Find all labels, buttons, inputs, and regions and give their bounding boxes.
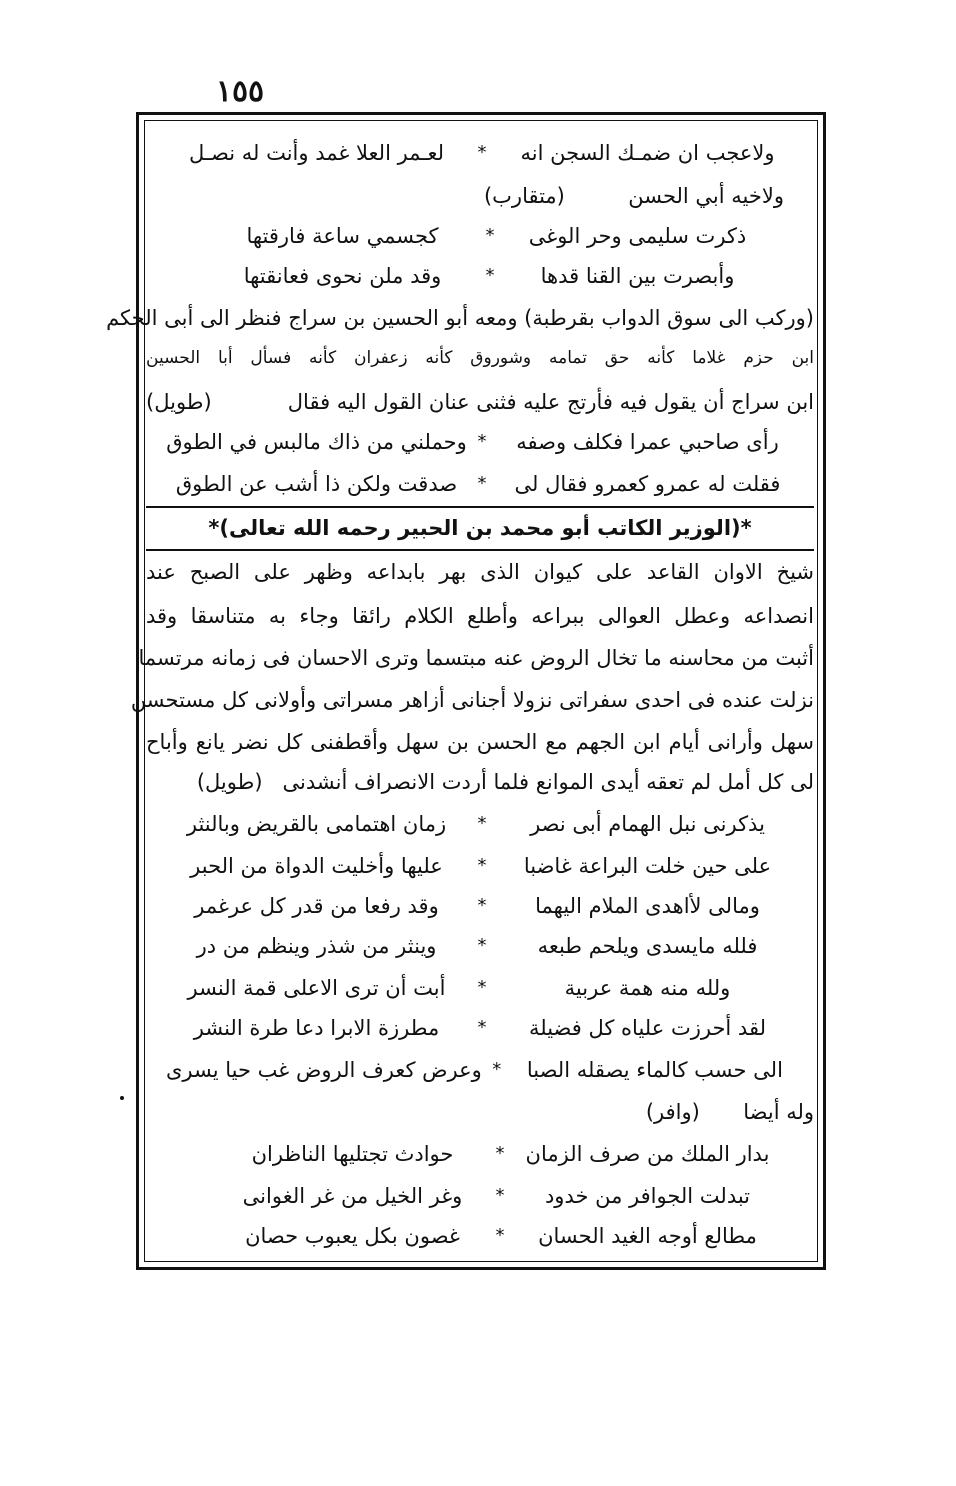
hemistich: عليها وأخليت الدواة من الحبر [190, 854, 443, 878]
meter-label: (متقارب) [483, 184, 565, 208]
hemistich: وغر الخيل من غر الغوانى [242, 1184, 463, 1208]
hemistich: بدار الملك من صرف الزمان [525, 1142, 770, 1166]
star-separator: * [485, 225, 495, 246]
hemistich: مطالع أوجه الغيد الحسان [538, 1224, 757, 1248]
hemistich: أبت أن ترى الاعلى قمة النسر [187, 976, 446, 1000]
star-separator: * [477, 142, 487, 163]
verse-line [166, 968, 798, 1008]
attribution-line [146, 176, 814, 216]
hemistich: مطرزة الابرا دعا طرة النشر [193, 1016, 440, 1040]
hemistich: وقد رفعا من قدر كل عرغمر [194, 894, 439, 918]
page-number: ١٥٥ [215, 74, 265, 109]
stray-ink-dot [120, 1096, 124, 1100]
attribution-line [146, 1092, 814, 1132]
prose-line: أثبت من محاسنه ما تخال الروض عنه مبتسما وترى الاحسان فى زمانه مرتسما [138, 646, 814, 670]
star-separator: * [477, 895, 487, 916]
meter-label: (طويل) [146, 390, 212, 414]
verse-line [210, 256, 770, 296]
hemistich: فلله مايسدى ويلحم طبعه [537, 934, 758, 958]
verse-line [166, 846, 798, 886]
hemistich: وينثر من شذر وينظم من در [196, 934, 437, 958]
verse-line [220, 1134, 780, 1174]
meter-label: (طويل) [196, 770, 263, 794]
prose-line: سهل وأرانى أيام ابن الجهم مع الحسن بن سهل وأقطفنى كل نضر يانع وأباح [146, 730, 814, 754]
star-separator: * [477, 855, 487, 876]
verse-line [166, 886, 798, 926]
hemistich: ولاعجب ان ضمـك السجن انه [520, 141, 775, 165]
prose-line: انصداعه وعطل العوالى ببراعه وأطلع الكلام رائقا وجاء به متناسقا وقد [146, 604, 814, 628]
star-separator: * [477, 935, 487, 956]
verse-line [166, 464, 798, 504]
hemistich: وأبصرت بين القنا قدها [540, 264, 735, 288]
verse-line [210, 216, 770, 256]
hemistich: يذكرنى نبل الهمام أبى نصر [530, 812, 765, 836]
hemistich: كجسمي ساعة فارقتها [246, 224, 439, 248]
star-separator: * [477, 977, 487, 998]
hemistich: تبدلت الجوافر من خدود [544, 1184, 751, 1208]
hemistich: رأى صاحبي عمرا فكلف وصفه [516, 430, 779, 454]
star-separator: * [477, 431, 487, 452]
hemistich: لقد أحرزت علياه كل فضيلة [529, 1016, 766, 1040]
star-separator: * [477, 473, 487, 494]
star-separator: * [495, 1143, 505, 1164]
hemistich: حوادث تجتليها الناظران [251, 1142, 454, 1166]
star-separator: * [477, 813, 487, 834]
star-separator: * [477, 1017, 487, 1038]
verse-line [220, 1216, 780, 1256]
verse-line [166, 1008, 798, 1048]
verse-line [220, 1176, 780, 1216]
hemistich: فقلت له عمرو كعمرو فقال لى [514, 472, 781, 496]
hemistich: غصون بكل يعبوب حصان [245, 1224, 460, 1248]
hemistich: وقد ملن نحوى فعانقتها [243, 264, 442, 288]
hemistich: ولله منه همة عربية [564, 976, 731, 1000]
hemistich: زمان اهتمامى بالقريض وبالنثر [186, 812, 447, 836]
prose-text: لى كل أمل لم تعقه أيدى الموانع فلما أردت الانصراف أنشدنى [282, 770, 814, 794]
hemistich: ذكرت سليمى وحر الوغى [528, 224, 747, 248]
hemistich: على حين خلت البراعة غاضبا [523, 854, 772, 878]
hemistich: الى حسب كالماء يصقله الصبا [526, 1058, 783, 1082]
prose-line: نزلت عنده فى احدى سفراتى نزولا أجنانى أزاهر مسراتى وأولانى كل مستحسن [130, 688, 814, 712]
prose-text: ابن سراج أن يقول فيه فأرتج عليه فثنى عنان القول اليه فقال [287, 390, 814, 414]
hemistich: لعـمر العلا غمد وأنت له نصـل [188, 141, 445, 165]
section-heading: *(الوزير الكاتب أبو محمد بن الحبير رحمه الله تعالى)* [208, 516, 752, 540]
prose-line: شيخ الاوان القاعد على كيوان الذى بهر بابداعه وظهر على الصبح عند [146, 560, 814, 584]
star-separator: * [495, 1185, 505, 1206]
section-rule-bottom [146, 549, 814, 551]
prose-line-with-meter [146, 762, 814, 802]
star-separator: * [495, 1225, 505, 1246]
prose-line: ابن حزم غلاما كأنه حق تمامه وشوروق كأنه زعفران كأنه فسأل أبا الحسين [146, 348, 814, 368]
star-separator: * [485, 265, 495, 286]
hemistich: ومالى لأاهدى الملام اليهما [535, 894, 760, 918]
meter-label: (وافر) [645, 1100, 700, 1124]
hemistich: وحملني من ذاك مالبس في الطوق [166, 430, 467, 454]
prose-line-with-meter [146, 382, 814, 422]
verse-line [166, 133, 798, 173]
verse-line [166, 422, 798, 462]
prose-line: (وركب الى سوق الدواب بقرطبة) ومعه أبو الحسين بن سراج فنظر الى أبى الحكم [106, 306, 814, 330]
verse-line [166, 804, 798, 844]
attribution: وله أيضا [743, 1100, 814, 1124]
attribution: ولاخيه أبي الحسن [628, 184, 784, 208]
star-separator: * [492, 1059, 502, 1080]
verse-line [166, 1050, 798, 1090]
hemistich: صدقت ولكن ذا أشب عن الطوق [175, 472, 458, 496]
verse-line [166, 926, 798, 966]
hemistich: وعرض كعرف الروض غب حيا يسرى [166, 1058, 482, 1082]
